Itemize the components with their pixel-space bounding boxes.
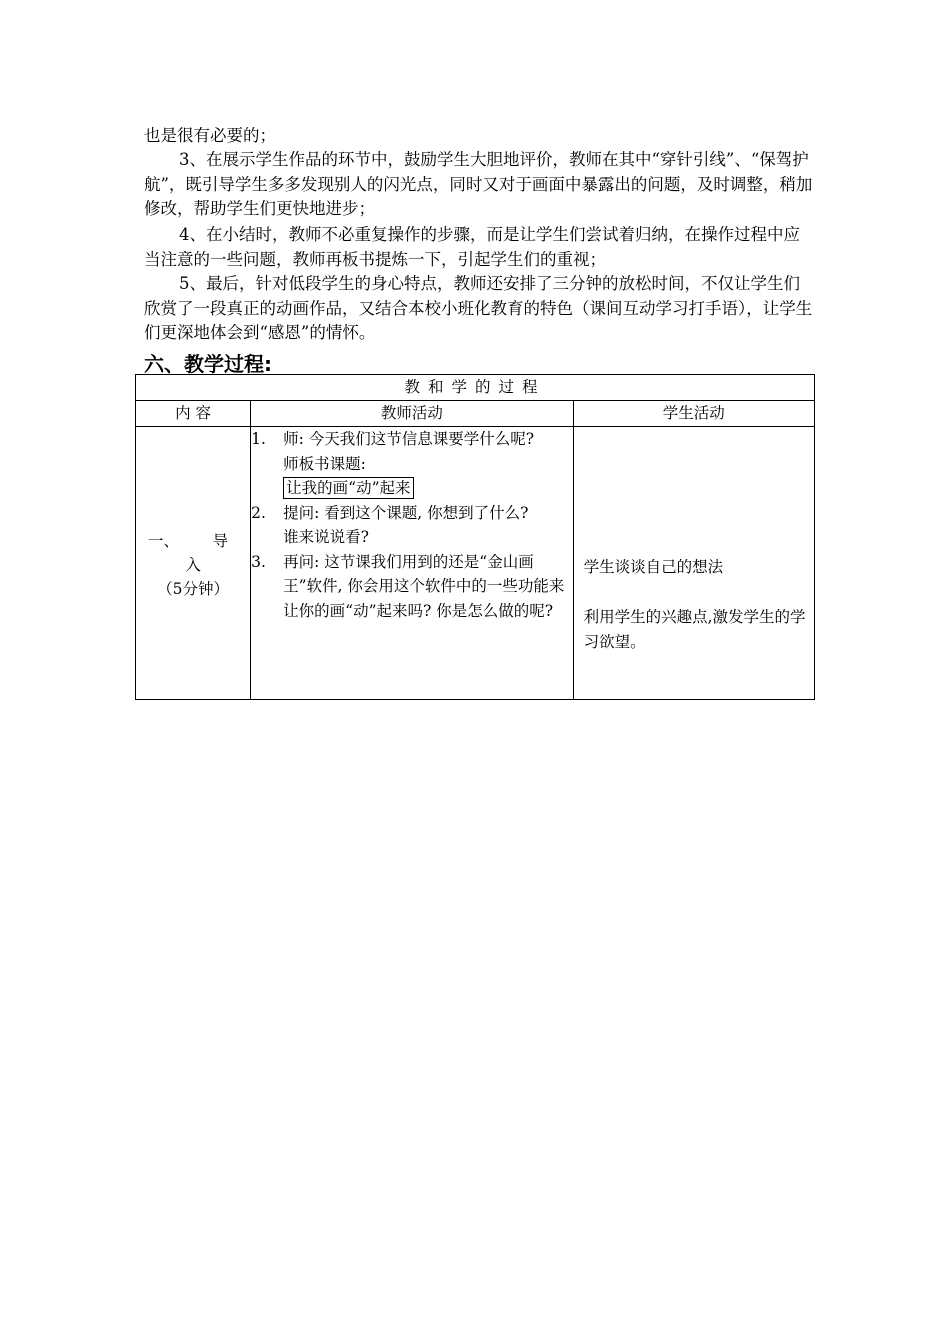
teacher-item-1: [251, 427, 572, 452]
student-activity-line-2: 利用学生的兴趣点,激发学生的学习欲望。: [583, 608, 806, 651]
teacher-item-1-sub: 师板书课题:: [283, 454, 366, 473]
teacher-item-2: [251, 501, 572, 526]
item-number: 1.: [251, 430, 266, 448]
teaching-process-table: [135, 374, 815, 700]
student-activity-line-1: 学生谈谈自己的想法: [583, 558, 724, 576]
section-duration: （5分钟）: [157, 580, 230, 598]
section-heading: 六、教学过程:: [144, 352, 272, 376]
item-number: 3.: [251, 552, 266, 571]
teacher-activity-cell: [251, 427, 573, 700]
student-activity-cell: [573, 427, 814, 700]
section-title-part1: 导: [212, 532, 229, 550]
section-label: [136, 529, 250, 601]
section-number: 一、: [148, 532, 180, 550]
paragraph-item-5: 5、最后，针对低段学生的身心特点，教师还安排了三分钟的放松时间，不仅让学生们欣赏了一段真正的动画作品，又结合本校小班化教育的特色（课间互动学习打手语），让学生们更深地体会到“感恩”的情怀。: [144, 274, 813, 342]
teacher-item-2-sub: 谁来说说看?: [283, 528, 369, 546]
teacher-item-1-boxed-wrap: [251, 476, 572, 501]
table-title: 教和学的过程: [136, 375, 815, 401]
section-cell: [136, 427, 251, 700]
table-title-row: [136, 375, 815, 401]
item-number: 2.: [251, 503, 266, 522]
item-text: 提问: 看到这个课题, 你想到了什么?: [283, 503, 529, 522]
paragraph-continuation: 也是很有必要的；: [144, 126, 276, 145]
table-row: [136, 427, 815, 700]
paragraph-item-4: 4、在小结时，教师不必重复操作的步骤，而是让学生们尝试着归纳，在操作过程中应当注意的一些问题，教师再板书提炼一下，引起学生们的重视；: [144, 225, 800, 269]
table-header-row: [136, 401, 815, 427]
teacher-item-3: [251, 550, 572, 624]
header-teacher-activity: 教师活动: [251, 401, 573, 427]
paragraph-item-3: 3、在展示学生作品的环节中，鼓励学生大胆地评价，教师在其中“穿针引线”、“保驾护航”，既引导学生多多发现别人的闪光点，同时又对于画面中暴露出的问题，及时调整，稍加修改，帮助学生们更快地进步；: [144, 150, 813, 218]
section-title-part2: 入: [185, 556, 201, 574]
item-text: 再问: 这节课我们用到的还是“金山画王”软件, 你会用这个软件中的一些功能来让你的画“动”起来吗? 你是怎么做的呢?: [283, 552, 565, 620]
header-content: 内 容: [136, 401, 251, 427]
lesson-title-box: 让我的画“动”起来: [283, 477, 413, 499]
header-student-activity: 学生活动: [573, 401, 814, 427]
item-text: 师: 今天我们这节信息课要学什么呢?: [283, 430, 535, 448]
